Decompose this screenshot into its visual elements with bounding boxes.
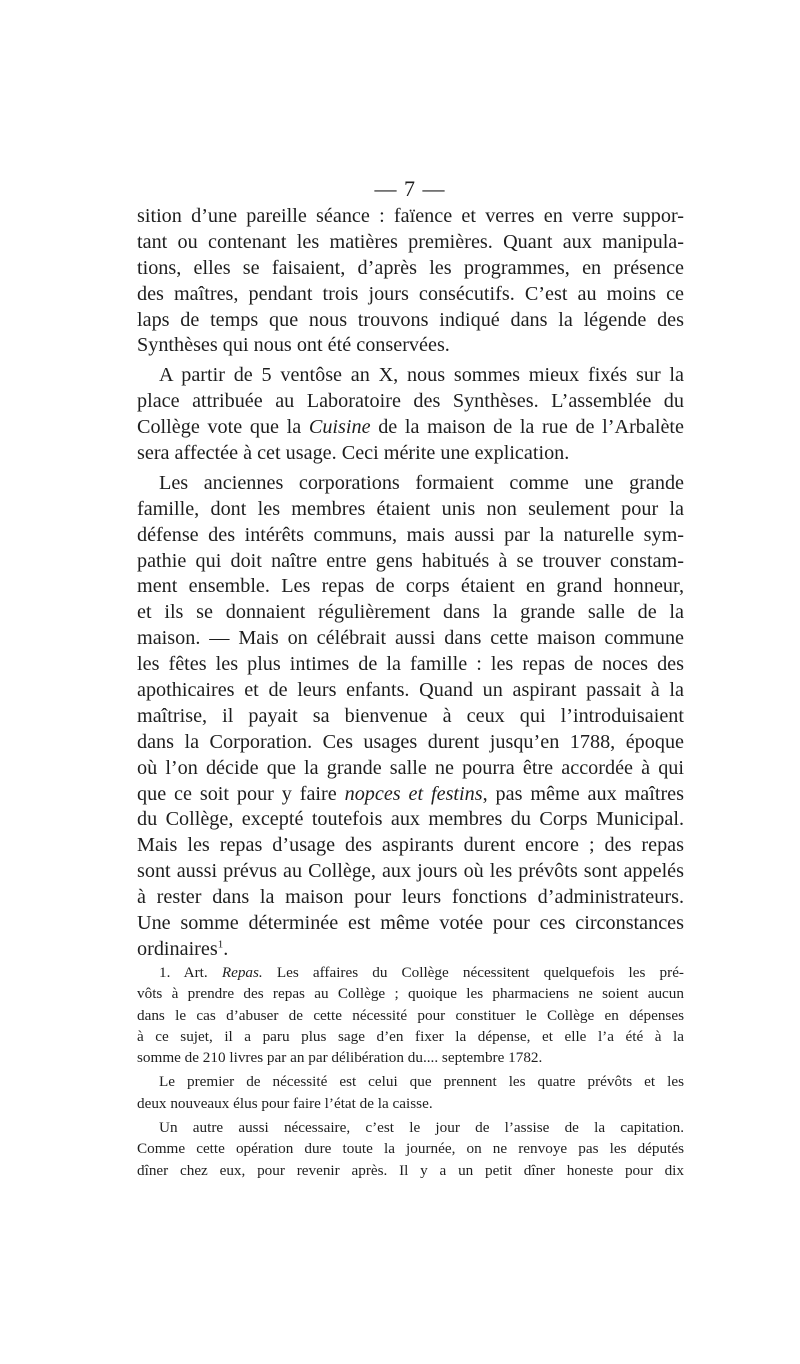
body-line: sition d’une pareille séance : faïence et verres en verre suppor- bbox=[137, 205, 684, 227]
footnote-line: somme de 210 livres par an par délibération du.... septembre 1782. bbox=[137, 1049, 543, 1067]
footnote-line: Un autre aussi nécessaire, c’est le jour de l’assise de la capitation. bbox=[159, 1119, 684, 1137]
body-line: à rester dans la maison pour leurs fonctions d’administrateurs. bbox=[137, 886, 684, 909]
body-line: Une somme déterminée est même votée pour ces circonstances bbox=[137, 912, 684, 935]
body-line: tions, elles se faisaient, d’après les programmes, en présence bbox=[137, 256, 684, 279]
footnote-line: dîner chez eux, pour revenir après. Il y a un petit dîner honeste pour dix bbox=[137, 1161, 684, 1179]
body-line: pathie qui doit naître entre gens habitués à se trouver constam- bbox=[137, 549, 684, 572]
body-line: des maîtres, pendant trois jours consécutifs. C’est au moins ce bbox=[137, 282, 684, 305]
body-line: où l’on décide que la grande salle ne pourra être accordée à qui bbox=[137, 756, 684, 779]
body-line: défense des intérêts communs, mais aussi par la naturelle sym- bbox=[137, 523, 684, 546]
footnote-line: deux nouveaux élus pour faire l’état de la caisse. bbox=[137, 1094, 433, 1112]
body-line: maîtrise, il payait sa bienvenue à ceux qui l’introduisaient bbox=[137, 704, 684, 727]
body-line: Mais les repas d’usage des aspirants durent encore ; des repas bbox=[137, 834, 684, 857]
body-line: sera affectée à cet usage. Ceci mérite une explication. bbox=[137, 442, 570, 465]
body-line: maison. — Mais on célébrait aussi dans cette maison commune bbox=[137, 627, 684, 650]
footnote-line: 1. Art. Repas. Les affaires du Collège nécessitent quelquefois les pré- bbox=[159, 964, 684, 981]
body-line: laps de temps que nous trouvons indiqué dans la légende des bbox=[137, 308, 684, 331]
body-line: que ce soit pour y faire nopces et festins, pas même aux maîtres bbox=[137, 782, 684, 805]
footnote-line: Le premier de nécessité est celui que prennent les quatre prévôts et les bbox=[159, 1073, 684, 1091]
body-line: Synthèses qui nous ont été conservées. bbox=[137, 334, 450, 357]
body-line: dans la Corporation. Ces usages durent jusqu’en 1788, époque bbox=[137, 730, 684, 753]
body-line: A partir de 5 ventôse an X, nous sommes mieux fixés sur la bbox=[159, 364, 684, 387]
footnote-line: vôts à prendre des repas au Collège ; quoique les pharmaciens ne soient aucun bbox=[137, 985, 684, 1003]
body-line: famille, dont les membres étaient unis non seulement pour la bbox=[137, 497, 684, 520]
body-line: sont aussi prévus au Collège, aux jours où les prévôts sont appelés bbox=[137, 860, 684, 883]
body-line: ment ensemble. Les repas de corps étaient en grand honneur, bbox=[137, 575, 684, 598]
page-number: — 7 — bbox=[374, 176, 446, 201]
footnote-line: à ce sujet, il a paru plus sage d’en fixer la dépense, et elle l’a été à la bbox=[137, 1027, 684, 1045]
body-text bbox=[137, 204, 684, 963]
body-line: du Collège, excepté toutefois aux membres du Corps Municipal. bbox=[137, 808, 684, 831]
body-line: tant ou contenant les matières premières. Quant aux manipula- bbox=[137, 230, 684, 253]
body-line: Collège vote que la Cuisine de la maison de la rue de l’Arbalète bbox=[137, 416, 684, 439]
body-line: place attribuée au Laboratoire des Synthèses. L’assemblée du bbox=[137, 390, 684, 413]
body-line: les fêtes les plus intimes de la famille : les repas de noces des bbox=[137, 653, 684, 676]
footnotes bbox=[137, 962, 684, 1181]
footnote-line: Comme cette opération dure toute la journée, on ne renvoye pas les députés bbox=[137, 1140, 684, 1158]
footnote-line: dans le cas d’abuser de cette nécessité pour constituer le Collège en dépenses bbox=[137, 1006, 684, 1024]
body-line: apothicaires et de leurs enfants. Quand un aspirant passait à la bbox=[137, 679, 684, 702]
body-line: ordinaires$^1$. bbox=[137, 937, 229, 960]
body-line: et ils se donnaient régulièrement dans la grande salle de la bbox=[137, 601, 684, 624]
body-line: Les anciennes corporations formaient comme une grande bbox=[159, 471, 684, 494]
